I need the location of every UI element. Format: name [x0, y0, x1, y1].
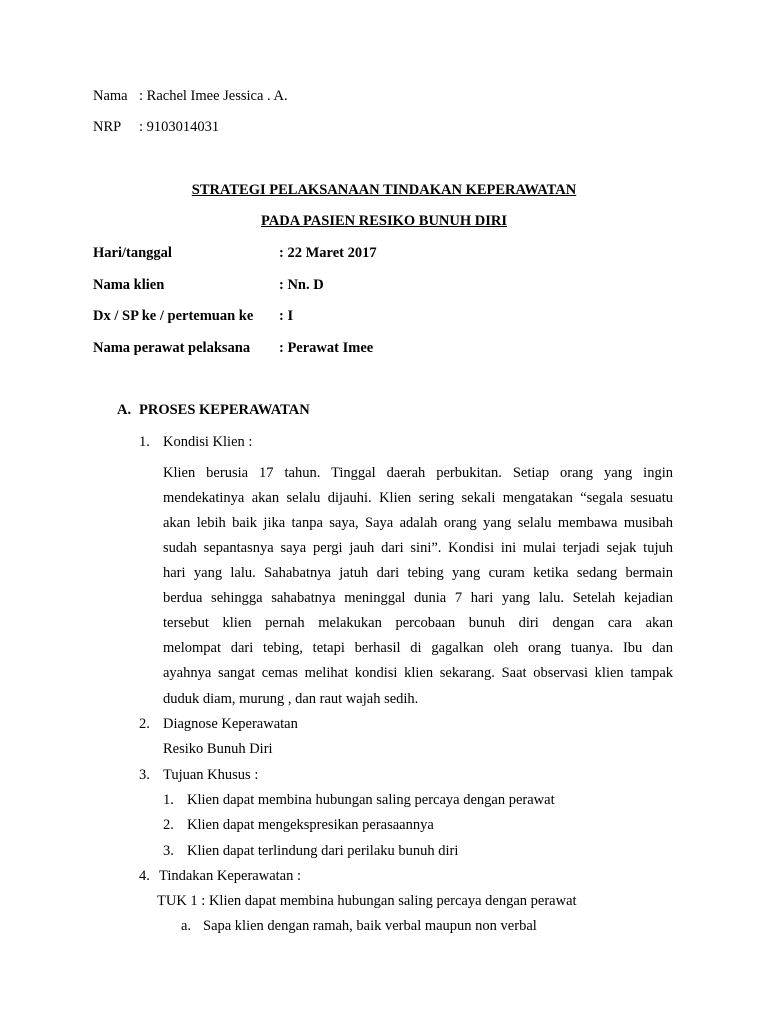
info-label-client: Nama klien: [93, 277, 165, 293]
item-2-number: 2.: [139, 716, 150, 732]
goal-2-number: 2.: [163, 817, 174, 833]
action-a-marker: a.: [181, 918, 192, 934]
paragraph-line: Klien berusia 17 tahun. Tinggal daerah perbukitan. Setiap orang yang ingin: [163, 465, 673, 481]
info-value-client: : Nn. D: [279, 277, 324, 293]
paragraph-line: berdua sehingga sahabatnya meninggal dunia 7 hari yang lalu. Setelah kejadian: [163, 590, 673, 606]
paragraph-line: sudah sepantasnya saya pergi jauh dari sini”. Kondisi ini mulai terjadi sejak tujuh: [163, 540, 673, 556]
nrp-label: NRP: [93, 119, 122, 135]
action-a-text: Sapa klien dengan ramah, baik verbal maupun non verbal: [203, 918, 537, 934]
item-4-title: Tindakan Keperawatan :: [159, 868, 302, 884]
section-a-title: PROSES KEPERAWATAN: [139, 402, 310, 418]
section-a-marker: A.: [117, 402, 132, 418]
info-value-date: : 22 Maret 2017: [279, 245, 377, 261]
goal-1-number: 1.: [163, 792, 174, 808]
goal-3-number: 3.: [163, 843, 174, 859]
item-1-number: 1.: [139, 434, 150, 450]
info-label-nurse: Nama perawat pelaksana: [93, 340, 251, 356]
document-title-line1: STRATEGI PELAKSANAAN TINDAKAN KEPERAWATAN: [191, 182, 577, 198]
item-1-title: Kondisi Klien :: [163, 434, 253, 450]
goal-2-text: Klien dapat mengekspresikan perasaannya: [187, 817, 434, 833]
paragraph-line: mendekatinya akan selalu dijauhi. Klien sering sekali mengatakan “segala sesuatu: [163, 490, 673, 506]
info-label-dx: Dx / SP ke / pertemuan ke: [93, 308, 254, 324]
name-value: : Rachel Imee Jessica . A.: [139, 88, 288, 104]
paragraph-line: tersebut klien pernah melakukan percobaan bunuh diri dengan cara akan: [163, 615, 673, 631]
info-value-dx: : I: [279, 308, 294, 324]
paragraph-line: akan lebih baik jika tanpa saya, Saya adalah orang yang selalu membawa musibah: [163, 515, 673, 531]
item-4-number: 4.: [139, 868, 150, 884]
tuk-1-text: TUK 1 : Klien dapat membina hubungan saling percaya dengan perawat: [157, 893, 577, 909]
info-label-date: Hari/tanggal: [93, 245, 172, 261]
nrp-value: : 9103014031: [139, 119, 220, 135]
name-label: Nama: [93, 88, 128, 104]
item-3-title: Tujuan Khusus :: [163, 767, 259, 783]
paragraph-line: duduk diam, murung , dan raut wajah sedih.: [163, 691, 419, 707]
goal-3-text: Klien dapat terlindung dari perilaku bunuh diri: [187, 843, 459, 859]
goal-1-text: Klien dapat membina hubungan saling percaya dengan perawat: [187, 792, 555, 808]
item-3-number: 3.: [139, 767, 150, 783]
document-title-line2: PADA PASIEN RESIKO BUNUH DIRI: [261, 213, 507, 229]
item-2-title: Diagnose Keperawatan: [163, 716, 298, 732]
paragraph-line: ayahnya sangat cemas melihat kondisi klien sekarang. Saat observasi klien tampak: [163, 665, 673, 681]
paragraph-line: hari yang lalu. Sahabatnya jatuh dari tebing yang curam ketika sedang bermain: [163, 565, 673, 581]
paragraph-line: melompat dari tebing, tetapi berhasil di gagalkan oleh orang tuanya. Ibu dan: [163, 640, 673, 656]
diagnosis-value: Resiko Bunuh Diri: [163, 741, 273, 757]
info-value-nurse: : Perawat Imee: [279, 340, 374, 356]
